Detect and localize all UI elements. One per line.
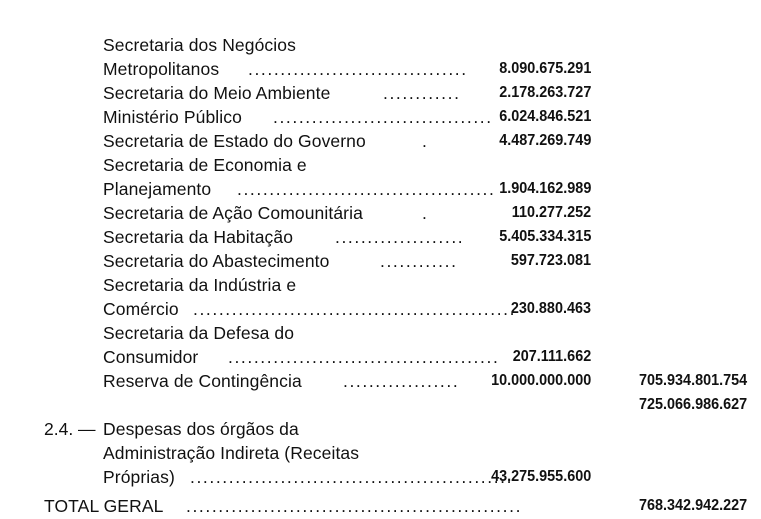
entry-label: Consumidor [103,347,199,367]
entry-label: Secretaria do Abastecimento [103,251,330,271]
section-label: Despesas dos órgãos da [103,419,299,439]
leader-dots: .......................................... [228,347,500,367]
entry-value: 8.090.675.291 [498,60,591,77]
leader-dots: .................................................... [186,496,523,516]
section-label: Próprias) [103,467,175,487]
leader-dots: . [422,203,429,223]
entry-value: 230.880.463 [510,300,591,317]
entry-label: Secretaria dos Negócios [103,35,296,55]
total-value: 768.342.942.227 [638,497,747,514]
entry-economia-line2 [0,177,761,201]
entry-estado-governo [0,129,761,153]
entry-label: Secretaria da Defesa do [103,323,295,343]
entry-value: 4.487.269.749 [498,132,591,149]
entry-label: Secretaria de Ação Comounitária [103,203,363,223]
entry-value: 5.405.334.315 [498,228,591,245]
entry-meio-ambiente [0,81,761,105]
entry-value: 1.904.162.989 [498,180,591,197]
entry-value: 6.024.846.521 [498,108,591,125]
entry-label: Planejamento [103,179,212,199]
entry-label: Comércio [103,299,179,319]
entry-label: Secretaria da Indústria e [103,275,297,295]
section-value: 43.275.955.600 [490,468,591,485]
entry-label: Secretaria do Meio Ambiente [103,83,331,103]
section-2-4-line1 [0,417,761,441]
leader-dots: .................................................. [190,467,514,487]
leader-dots: .................................................. [193,299,517,319]
entry-label: Secretaria de Estado do Governo [103,131,366,151]
entry-value: 597.723.081 [510,252,591,269]
entry-abastecimento [0,249,761,273]
entry-value: 207.111.662 [512,348,591,365]
subtotal-value: 725.066.986.627 [638,396,747,413]
leader-dots: .................... [335,227,465,247]
entry-value: 10.000.000.000 [490,372,591,389]
leader-dots: .................................. [248,59,468,79]
leader-dots: ........................................ [237,179,496,199]
entry-value: 110.277.252 [511,204,591,221]
total-label: TOTAL GERAL [44,496,164,516]
entry-economia-line1 [0,153,761,177]
leader-dots: ............ [383,83,461,103]
entry-habitacao [0,225,761,249]
entry-consumidor-line1 [0,321,761,345]
entry-industria-line2 [0,297,761,321]
entry-label: Reserva de Contingência [103,371,302,391]
entry-metropolitanos-line1 [0,33,761,57]
subtotal-value: 705.934.801.754 [638,372,747,389]
entry-ministerio-publico [0,105,761,129]
entry-label: Ministério Público [103,107,242,127]
total-row [0,494,761,518]
entry-industria-line1 [0,273,761,297]
leader-dots: .................................. [273,107,493,127]
section-2-4-line3 [0,465,761,489]
section-number: 2.4. — [44,419,96,439]
section-label: Administração Indireta (Receitas [103,443,360,463]
entry-label: Secretaria da Habitação [103,227,294,247]
entry-label: Secretaria de Economia e [103,155,307,175]
entry-consumidor-line2 [0,345,761,369]
entry-label: Metropolitanos [103,59,220,79]
entry-value: 2.178.263.727 [498,84,591,101]
leader-dots: ............ [380,251,458,271]
leader-dots: .................. [343,371,460,391]
entry-acao-comunitaria [0,201,761,225]
entry-metropolitanos-line2 [0,57,761,81]
section-2-4-line2 [0,441,761,465]
leader-dots: . [422,131,429,151]
entry-reserva [0,369,761,393]
subtotal-row [0,393,761,417]
